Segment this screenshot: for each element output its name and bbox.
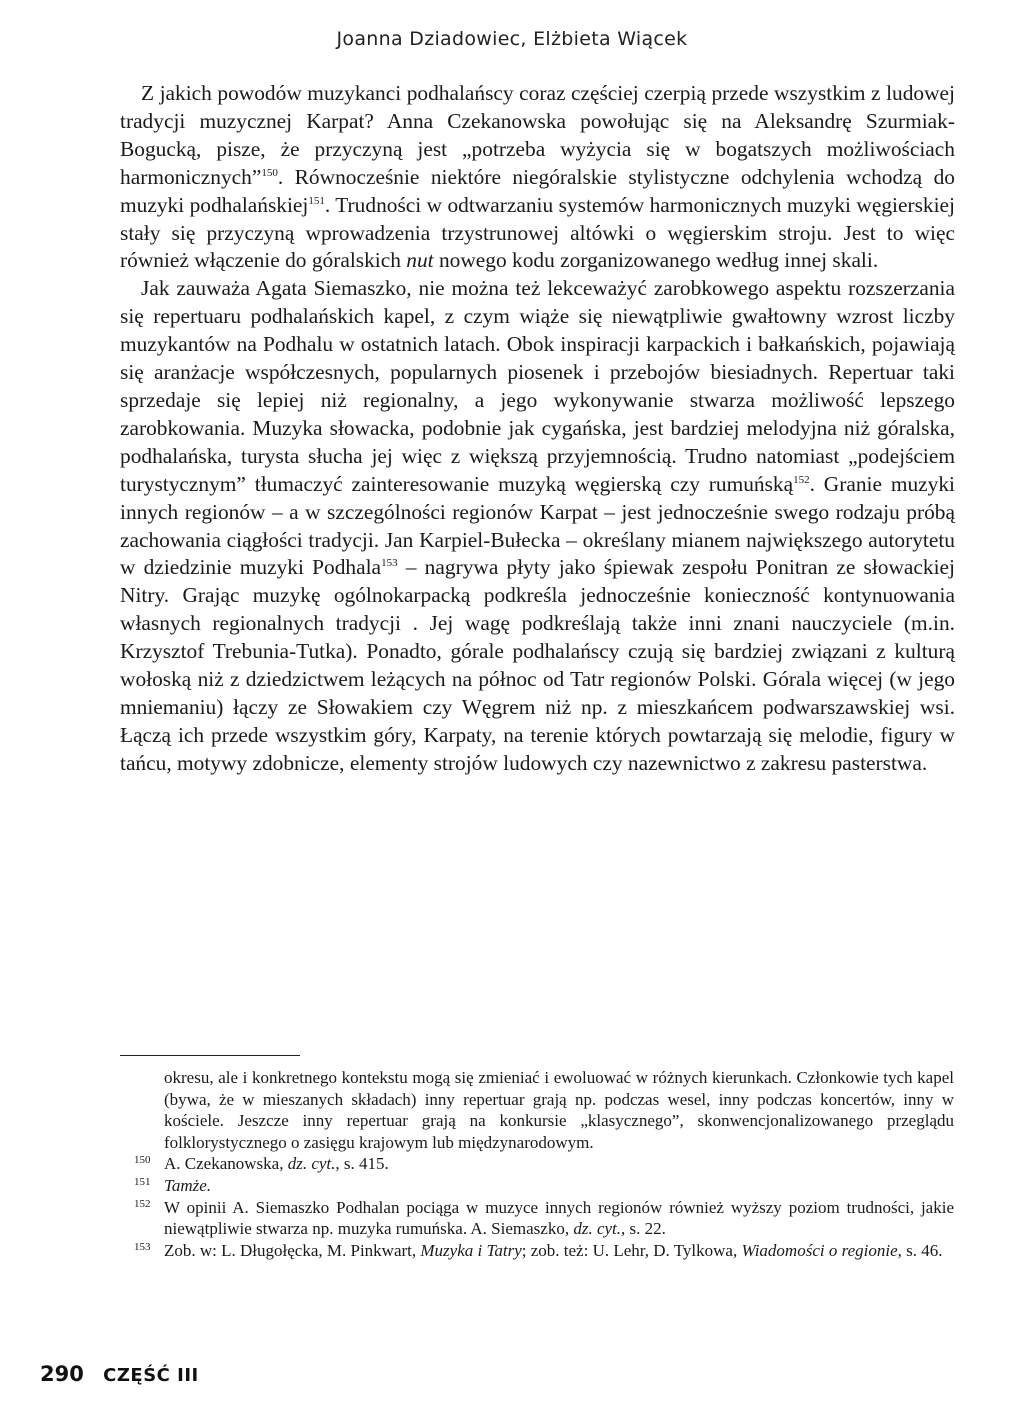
footnote-italic: dz. cyt. — [287, 1154, 336, 1174]
footnote-italic: Muzyka i Tatry — [420, 1240, 522, 1260]
footnote-150 — [134, 1153, 954, 1175]
footnotes — [134, 1067, 954, 1261]
footnote-text: A. Czekanowska, — [164, 1154, 288, 1174]
paragraph-1 — [120, 80, 955, 275]
footnote-text: , s. 22. — [621, 1219, 666, 1239]
footnote-152 — [134, 1197, 954, 1240]
paragraph-italic: nut — [406, 248, 434, 273]
footnote-ref-150: 150 — [261, 166, 278, 179]
footnote-text: ; zob. też: U. Lehr, D. Tylkowa, — [521, 1240, 742, 1260]
footnote-text: , s. 415. — [335, 1154, 389, 1174]
footnote-number: 151 — [134, 1175, 151, 1188]
footnote-number: 153 — [134, 1240, 151, 1253]
footnote-italic: Wiadomości o regionie — [741, 1240, 898, 1260]
body-text — [120, 80, 955, 778]
footnote-divider — [120, 1055, 300, 1056]
paragraph-text: . Granie muzyki innych regionów – a w szczególności regionów Karpat – jest jednocześnie swego rodzaju próbą zachowania ciągłości tradycji. Jan Karpiel-Bułecka – określany mianem największego autorytetu w dziedzinie muzyki Podhala — [120, 471, 955, 580]
paragraph-text: Jak zauważa Agata Siemaszko, nie można też lekceważyć zarobkowego aspektu rozszerzania się repertuaru podhalańskich kapel, z czym wiąże się niewątpliwie gwałtowny wzrost liczby muzykantów na Podhalu w ostatnich latach. Obok inspiracji karpackich i bałkańskich, pojawiają się aranżacje współczesnych, popularnych piosenek i przebojów biesiadnych. Repertuar taki sprzedaje się lepiej niż regionalny, a jego wykonywanie stwarza możliwość lepszego zarobkowania. Muzyka słowacka, podobnie jak cygańska, jest bardziej melodyjna niż góralska, podhalańska, turysta słucha jej więc z większą przyjemnością. Trudno natomiast „podejściem turystycznym” tłumaczyć zainteresowanie muzyką węgierską czy rumuńską — [120, 276, 955, 496]
running-head: Joanna Dziadowiec, Elżbieta Wiącek — [336, 28, 688, 50]
footnote-ref-151: 151 — [308, 194, 325, 207]
footnote-text: W opinii A. Siemaszko Podhalan pociąga w muzyce innych regionów również wyższy poziom trudności, jakie niewątpliwie stwarza np. muzyka rumuńska. A. Siemaszko, — [164, 1197, 954, 1239]
paragraph-text: . Równocześnie niektóre niegóralskie stylistyczne odchylenia wchodzą do muzyki podhalańskiej — [120, 164, 955, 217]
footnote-number: 150 — [134, 1154, 151, 1167]
paragraph-text: nowego kodu zorganizowanego według innej skali. — [433, 248, 879, 273]
part-label: CZĘŚĆ III — [103, 1365, 199, 1386]
footnote-text: Zob. w: L. Długołęcka, M. Pinkwart, — [164, 1240, 421, 1260]
page-number: 290 — [40, 1362, 84, 1386]
footnote-151 — [134, 1175, 954, 1197]
paragraph-text: – nagrywa płyty jako śpiewak zespołu Ponitran ze słowackiej Nitry. Grając muzykę ogólnokarpacką podkreśla jednocześnie konieczność kontynuowania własnych regionalnych tradycji . Jej wagę podkreślają także inni znani nauczyciele (m.in. Krzysztof Trebunia-Tutka). Ponadto, górale podhalańscy czują się bardziej związani z kulturą wołoską niż z dziedzictwem leżących na północ od Tatr regionów Polski. Górala więcej (w jego mniemaniu) łączy ze Słowakiem czy Węgrem niż np. z mieszkańcem podwarszawskiej wsi. Łączą ich przede wszystkim góry, Karpaty, na terenie których powtarzają się melodie, figury w tańcu, motywy zdobnicze, elementy strojów ludowych czy nazewnictwo z zakresu pasterstwa. — [120, 555, 955, 775]
footnote-italic: dz. cyt. — [573, 1219, 622, 1239]
footnote-italic: Tamże. — [164, 1175, 212, 1195]
footnote-ref-152: 152 — [793, 473, 810, 486]
footnote-continuation: okresu, ale i konkretnego kontekstu mogą się zmieniać i ewoluować w różnych kierunkach. Członkowie tych kapel (bywa, że w mieszanych składach) inny repertuar grają np. podczas wesel, inny podczas koncertów, inny w kościele. Jeszcze inny repertuar grają na konkursie „klasycznego”, skonwencjonalizowanego przeglądu folklorystycznego o zasięgu krajowym lub międzynarodowym. — [164, 1068, 954, 1152]
page-footer — [40, 1362, 199, 1386]
footnote-text: , s. 46. — [897, 1240, 943, 1260]
footnote-153 — [134, 1240, 954, 1262]
paragraph-2 — [120, 275, 955, 777]
paragraph-text: . Trudności w odtwarzaniu systemów harmonicznych muzyki węgierskiej stały się przyczyną wprowadzenia trzystrunowej altówki o węgierskim stroju. Jest to więc również włączenie do góralskich — [120, 192, 955, 273]
footnote-number: 152 — [134, 1197, 151, 1210]
paragraph-text: Z jakich powodów muzykanci podhalańscy coraz częściej czerpią przede wszystkim z ludowej tradycji muzycznej Karpat? Anna Czekanowska powołując się na Aleksandrę Szurmiak-Bogucką, pisze, że przyczyną jest „potrzeba wyżycia się w bogatszych możliwościach harmonicznych” — [120, 81, 955, 189]
footnote-ref-153: 153 — [381, 557, 398, 570]
